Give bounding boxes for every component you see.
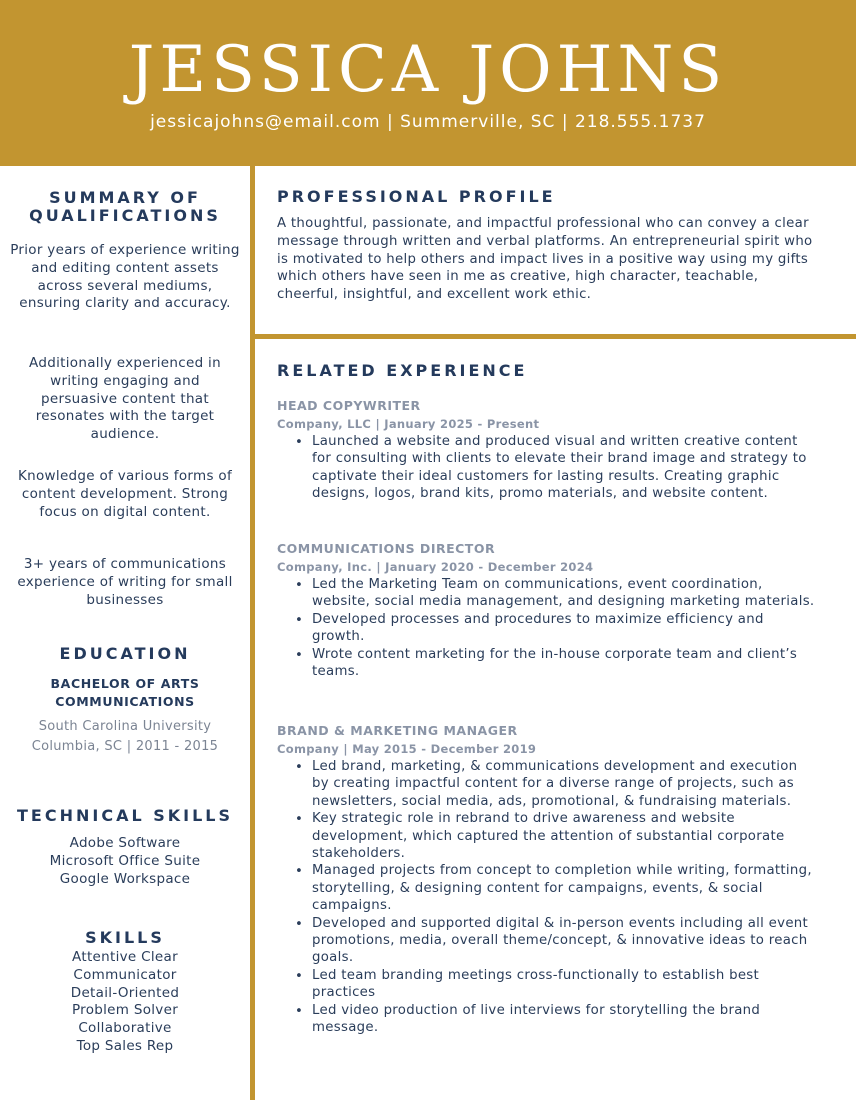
header-banner	[0, 0, 856, 166]
column-divider	[250, 166, 255, 1100]
list-item: • Developed and supported digital & in-person events including all event promotions, media, overall theme/concept, & innovative ideas to reach goals.	[277, 915, 817, 967]
summary-paragraph: Knowledge of various forms of content development. Strong focus on digital content.	[17, 468, 233, 520]
job-entry	[277, 722, 817, 1037]
section-divider	[255, 334, 856, 339]
job-entry	[277, 540, 817, 680]
profile-title: PROFESSIONAL PROFILE	[277, 187, 556, 206]
list-item: • Led video production of live interviews for storytelling the brand message.	[277, 1002, 817, 1037]
skill-item: Detail-Oriented	[70, 984, 180, 1001]
job-title: BRAND & MARKETING MANAGER	[277, 723, 518, 738]
job-company: Company | May 2015 - December 2019	[277, 742, 537, 756]
job-company: Company, Inc. | January 2020 - December 2024	[277, 560, 594, 574]
list-item: • Led team branding meetings cross-functionally to establish best practices	[277, 967, 817, 1002]
summary-title: SUMMARY OF QUALIFICATIONS	[29, 188, 221, 225]
school-location-dates: Columbia, SC | 2011 - 2015	[31, 739, 219, 754]
technical-skills-section	[10, 807, 240, 888]
experience-section	[277, 361, 817, 381]
candidate-name: JESSICA JOHNS	[128, 33, 728, 107]
skills-title: SKILLS	[85, 928, 165, 947]
profile-text: A thoughtful, passionate, and impactful professional who can convey a clear message through written and verbal platforms. An entrepreneurial spirit who is motivated to help others and impact lives in a positive way using my gifts which others have seen in me as creative, high character, teachable, cheerful, insightful, and excellent work ethic.	[277, 216, 813, 303]
skill-item: Google Workspace	[59, 870, 191, 887]
job-bullets	[277, 576, 817, 680]
list-item: • Key strategic role in rebrand to drive awareness and website development, which captured the attention of substantial corporate stakeholders.	[277, 810, 817, 862]
skills-section	[10, 929, 240, 1056]
job-entry	[277, 397, 817, 503]
job-bullets	[277, 758, 817, 1037]
list-item: • Launched a website and produced visual and written creative content for consulting with clients to elevate their brand image and strategy to captivate their ideal customers for lasting results. Creating graphic designs, logos, brand kits, promo materials, and website content.	[277, 433, 817, 503]
profile-section	[277, 187, 817, 304]
skill-item: Top Sales Rep	[76, 1037, 174, 1054]
skill-item: Collaborative	[78, 1020, 172, 1037]
experience-title: RELATED EXPERIENCE	[277, 361, 528, 380]
skill-item: Adobe Software	[69, 835, 181, 851]
summary-paragraph: 3+ years of communications experience of writing for small businesses	[17, 556, 233, 608]
summary-paragraph: Additionally experienced in writing engaging and persuasive content that resonates with the target audience.	[29, 355, 221, 443]
summary-paragraph: Prior years of experience writing and editing content assets across several mediums, ensuring clarity and accuracy.	[10, 242, 240, 312]
school-name: South Carolina University	[38, 719, 212, 734]
job-title: HEAD COPYWRITER	[277, 398, 421, 413]
list-item: • Led the Marketing Team on communications, event coordination, website, social media management, and designing marketing materials.	[277, 576, 817, 611]
education-section	[10, 645, 240, 757]
skill-item: Problem Solver	[71, 1002, 179, 1019]
technical-skills-title: TECHNICAL SKILLS	[17, 806, 233, 825]
education-title: EDUCATION	[59, 644, 191, 663]
contact-line: jessicajohns@email.com | Summerville, SC | 218.555.1737	[150, 112, 706, 132]
skill-item: Microsoft Office Suite	[49, 852, 201, 869]
list-item: • Wrote content marketing for the in-house corporate team and client’s teams.	[277, 646, 817, 681]
job-company: Company, LLC | January 2025 - Present	[277, 417, 540, 431]
list-item: • Developed processes and procedures to maximize efficiency and growth.	[277, 611, 817, 646]
job-bullets	[277, 433, 817, 503]
skills-list	[10, 949, 240, 1056]
job-title: COMMUNICATIONS DIRECTOR	[277, 541, 496, 556]
list-item: • Led brand, marketing, & communications development and execution by creating impactful content for a diverse range of projects, such as newsletters, social media, ads, promotional, & fundraising materials.	[277, 758, 817, 810]
summary-section	[10, 189, 240, 225]
degree: BACHELOR OF ARTS COMMUNICATIONS	[50, 676, 200, 709]
list-item: • Managed projects from concept to completion while writing, formatting, storytelling, & designing content for campaigns, events, & social campaigns.	[277, 862, 817, 914]
skill-item: Communicator	[73, 966, 177, 983]
skill-item: Attentive Clear	[72, 949, 178, 965]
technical-skills-list	[10, 835, 240, 888]
